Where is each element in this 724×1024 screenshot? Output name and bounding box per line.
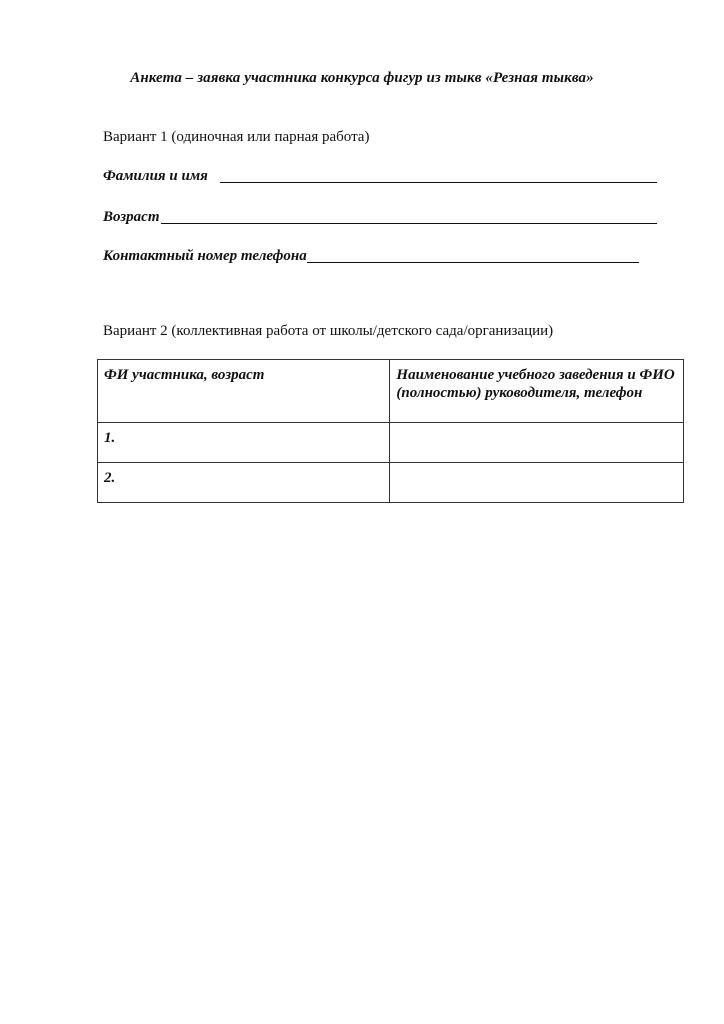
header-participant: ФИ участника, возраст bbox=[98, 360, 390, 423]
row-1-institution-cell[interactable] bbox=[390, 423, 684, 463]
variant-1-heading: Вариант 1 (одиночная или парная работа) bbox=[103, 129, 370, 145]
table-row bbox=[98, 463, 684, 503]
participants-table bbox=[97, 359, 684, 503]
age-field bbox=[103, 207, 657, 226]
row-2-participant-cell[interactable]: 2. bbox=[98, 463, 390, 503]
age-input-line[interactable] bbox=[161, 207, 657, 224]
row-2-institution-cell[interactable] bbox=[390, 463, 684, 503]
phone-input-line[interactable] bbox=[307, 246, 639, 263]
table-row bbox=[98, 423, 684, 463]
age-label: Возраст bbox=[103, 209, 160, 225]
document-title: Анкета – заявка участника конкурса фигур из тыкв «Резная тыква» bbox=[130, 70, 594, 86]
table-header-row bbox=[98, 360, 684, 423]
name-label: Фамилия и имя bbox=[103, 168, 208, 184]
row-1-participant-cell[interactable]: 1. bbox=[98, 423, 390, 463]
name-input-line[interactable] bbox=[220, 166, 657, 183]
name-field bbox=[103, 166, 657, 185]
variant-2-heading: Вариант 2 (коллективная работа от школы/детского сада/организации) bbox=[103, 323, 554, 339]
phone-field bbox=[103, 246, 639, 265]
phone-label: Контактный номер телефона bbox=[103, 248, 307, 264]
header-institution: Наименование учебного заведения и ФИО (полностью) руководителя, телефон bbox=[390, 360, 684, 423]
